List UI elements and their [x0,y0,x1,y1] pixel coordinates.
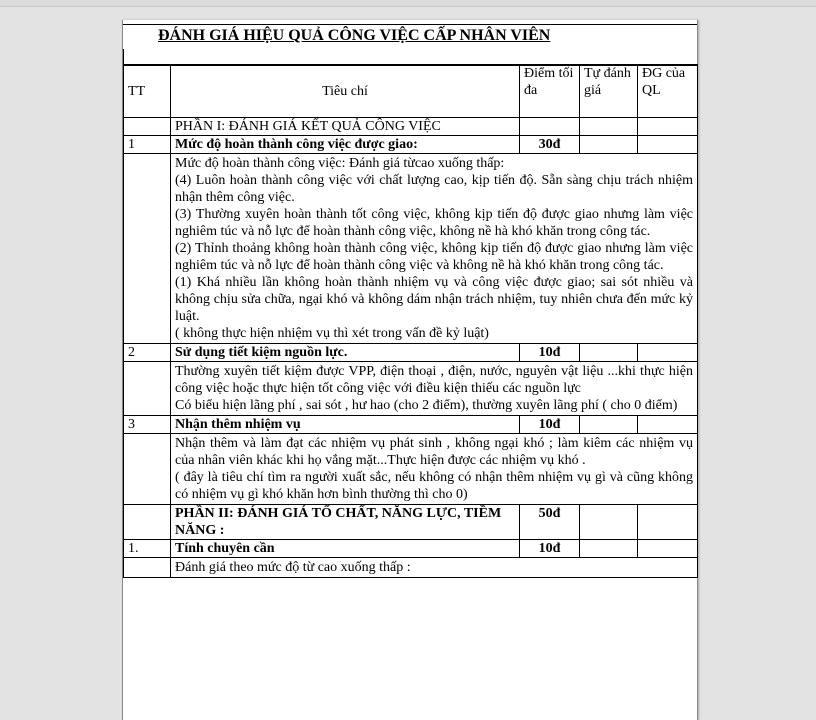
item4-row [124,540,698,558]
item4-desc-row [124,558,698,578]
header-self-eval: Tự đánh giá [580,65,638,118]
item4-points: 10đ [520,540,580,558]
item1-line: Mức độ hoàn thành công việc: Đánh giá từcao xuống thấp: [175,156,505,171]
part1-row [124,118,698,136]
part2-row [124,505,698,540]
item3-points: 10đ [520,416,580,434]
item1-desc-row [124,154,698,344]
item1-self-cell[interactable] [580,136,638,154]
text-cursor [123,49,124,65]
part2-self-cell[interactable] [580,505,638,540]
item4-name: Tính chuyên cần [171,540,520,558]
item2-line: Có biểu hiện lãng phí , sai sót , hư hao (cho 2 điểm), thường xuyên lãng phí ( cho 0 điểm) [175,398,678,413]
item1-line: ( không thực hiện nhiệm vụ thì xét trong vấn đề kỷ luật) [175,326,489,341]
header-max-points: Điểm tối đa [520,65,580,118]
item1-manager-cell[interactable] [638,136,698,154]
item2-row [124,344,698,362]
part2-manager-cell[interactable] [638,505,698,540]
item4-description [171,558,698,578]
item3-row [124,416,698,434]
document-page [122,20,698,720]
item2-no: 2 [124,344,171,362]
item3-self-cell[interactable] [580,416,638,434]
item3-name: Nhận thêm nhiệm vụ [171,416,520,434]
item1-line: (1) Khá nhiều lần không hoàn thành nhiệm vụ và công việc được giao; sai sót nhiều và không chịu sửa chữa, ngại khó và không dám nhận trách nhiệm, tuy nhiên chưa đến mức kỷ luật. [175,275,693,324]
item1-line: (2) Thỉnh thoảng không hoàn thành công việc, không kịp tiến độ được giao nhưng làm việc nghiêm túc và nỗ lực để hoàn thành công việc và không nề hà khó khăn trong công tác. [175,241,693,273]
item2-manager-cell[interactable] [638,344,698,362]
evaluation-table [123,64,698,578]
document-title: ĐÁNH GIÁ HIỆU QUẢ CÔNG VIỆC CẤP NHÂN VIÊN [158,27,551,44]
item3-desc-row [124,434,698,505]
item1-name: Mức độ hoàn thành công việc được giao: [171,136,520,154]
header-criteria: Tiêu chí [171,65,520,118]
item1-line: (4) Luôn hoàn thành công việc với chất lượng cao, kịp tiến độ. Sẵn sàng chịu trách nhiệm nhận thêm công việc. [175,173,693,205]
item1-line: (3) Thường xuyên hoàn thành tốt công việc, không kịp tiến độ được giao nhưng làm việc nghiêm túc và nỗ lực để hoàn thành công việc, không nề hà khó khăn trong công tác. [175,207,693,239]
item4-self-cell[interactable] [580,540,638,558]
part2-label: PHẦN II: ĐÁNH GIÁ TỐ CHẤT, NĂNG LỰC, TIỀM NĂNG : [171,505,520,540]
item3-line: Nhận thêm và làm đạt các nhiệm vụ phát sinh , không ngại khó ; làm kiêm các nhiệm vụ của nhân viên khác khi họ vắng mặt...Thực hiện được các nhiệm vụ khó . [175,436,693,468]
item4-no: 1. [124,540,171,558]
item4-manager-cell[interactable] [638,540,698,558]
header-tt: TT [124,65,171,118]
title-row [123,24,697,66]
part2-points: 50đ [520,505,580,540]
item3-line: ( đây là tiêu chí tìm ra người xuất sắc, nếu không có nhận thêm nhiệm vụ gì và cũng không có nhiệm vụ gì khó khăn hơn bình thường thì cho 0) [175,470,693,502]
item1-points: 30đ [520,136,580,154]
item2-name: Sử dụng tiết kiệm nguồn lực. [171,344,520,362]
item3-no: 3 [124,416,171,434]
item2-desc-row [124,362,698,416]
item4-line: Đánh giá theo mức độ từ cao xuống thấp : [175,560,411,575]
item2-line: Thường xuyên tiết kiệm được VPP, điện thoại , điện, nước, nguyên vật liệu ...khi thực hiện công việc hoặc thực hiện tốt công việc với điều kiện thiếu các nguồn lực [175,364,693,396]
table-header-row [124,65,698,118]
item1-no: 1 [124,136,171,154]
part1-label: PHẦN I: ĐÁNH GIÁ KẾT QUẢ CÔNG VIỆC [171,118,520,136]
item1-description [171,154,698,344]
item1-row [124,136,698,154]
item2-description [171,362,698,416]
item2-points: 10đ [520,344,580,362]
item3-manager-cell[interactable] [638,416,698,434]
item2-self-cell[interactable] [580,344,638,362]
header-manager-eval: ĐG của QL [638,65,698,118]
window-top-bar [0,0,816,7]
item3-description [171,434,698,505]
